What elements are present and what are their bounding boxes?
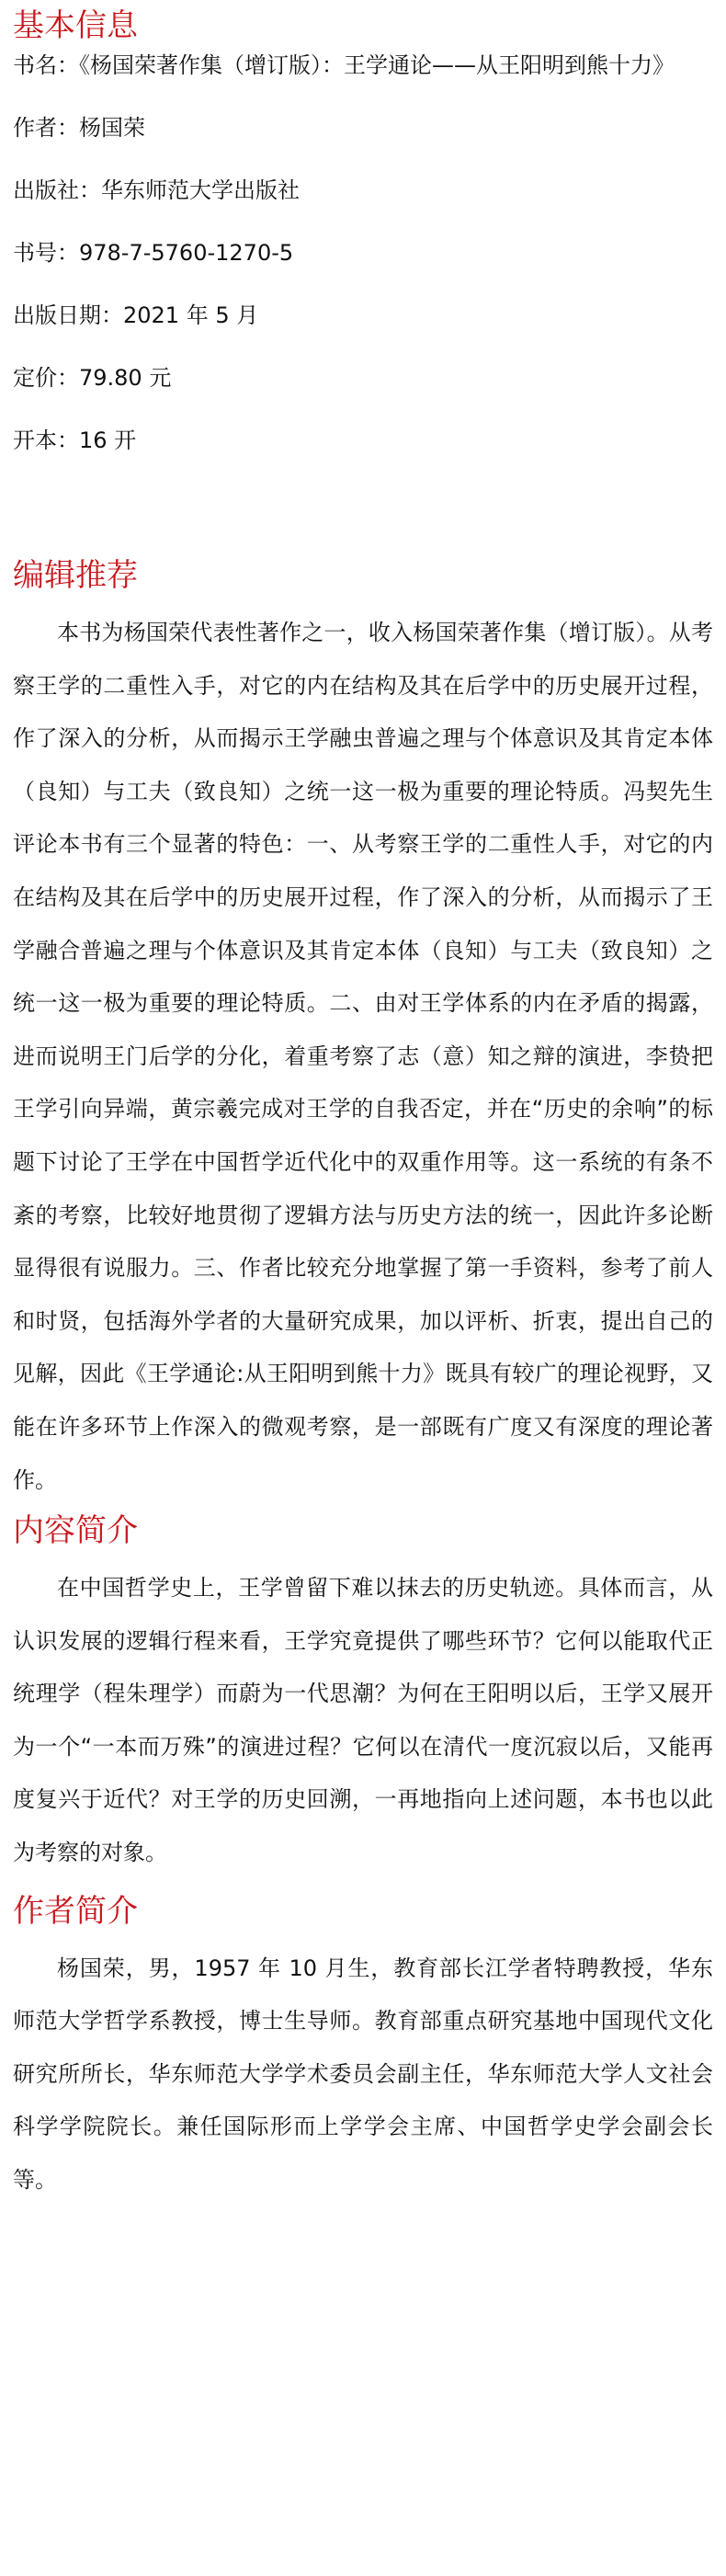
author-intro-heading: 作者简介 [13, 1892, 138, 1930]
editor-recommendation-text: 本书为杨国荣代表性著作之一，收入杨国荣著作集（增订版）。从考察王学的二重性入手，对它的内在结构及其在后学中的历史展开过程，作了深入的分析，从而揭示王学融虫普遍之理与个体意识及其肯定本体（良知）与工夫（致良知）之统一这一极为重要的理论特质。冯契先生评论本书有三个显著的特色：一、从考察王学的二重性人手，对它的内在结构及其在后学中的历史展开过程，作了深入的分析，从而揭示了王学融合普遍之理与个体意识及其肯定本体（良知）与工夫（致良知）之统一这一极为重要的理论特质。二、由对王学体系的内在矛盾的揭露，进而说明王门后学的分化，着重考察了志（意）知之辩的演进，李贽把王学引向异端，黄宗羲完成对王学的自我否定，并在“历史的余响”的标题下讨论了王学在中国哲学近代化中的双重作用等。这一系统的有条不紊的考察，比较好地贯彻了逻辑方法与历史方法的统一，因此许多论断显得很有说服力。三、作者比较充分地掌握了第一手资料，参考了前人和时贤，包括海外学者的大量研究成果，加以评析、折衷，提出自己的见解，因此《王学通论:从王阳明到熊十力》既具有较广的理论视野，又能在许多环节上作深入的微观考察，是一部既有广度又有深度的理论著作。 [13, 620, 713, 1493]
info-title: 书名：《杨国荣著作集（增订版）：王学通论——从王阳明到熊十力》 [13, 52, 675, 78]
basic-info-list [13, 51, 713, 454]
info-publisher: 出版社：华东师范大学出版社 [13, 177, 300, 203]
content-intro-heading: 内容简介 [13, 1512, 138, 1550]
basic-info-section [13, 0, 713, 454]
editor-recommendation-heading: 编辑推荐 [13, 557, 138, 594]
info-author: 作者：杨国荣 [13, 115, 145, 141]
editor-recommendation-section [13, 555, 713, 1507]
author-intro-text: 杨国荣，男，1957 年 10 月生，教育部长江学者特聘教授，华东师范大学哲学系教授，博士生导师。教育部重点研究基地中国现代文化研究所所长，华东师范大学学术委员会副主任，华东师范大学人文社会科学学院院长。兼任国际形而上学学会主席、中国哲学史学会副会长等。 [13, 1955, 713, 2194]
content-intro-section [13, 1510, 713, 1880]
info-isbn: 书号：978-7-5760-1270-5 [13, 240, 294, 266]
info-publish-date: 出版日期：2021 年 5 月 [13, 302, 259, 328]
basic-info-heading: 基本信息 [13, 7, 138, 44]
info-format: 开本：16 开 [13, 427, 137, 453]
info-price: 定价：79.80 元 [13, 365, 172, 391]
author-intro-section [13, 1891, 713, 2207]
content-intro-text: 在中国哲学史上，王学曾留下难以抹去的历史轨迹。具体而言，从认识发展的逻辑行程来看，王学究竟提供了哪些环节？它何以能取代正统理学（程朱理学）而蔚为一代思潮？为何在王阳明以后，王学又展开为一个“一本而万殊”的演进过程？它何以在清代一度沉寂以后，又能再度复兴于近代？对王学的历史回溯，一再地指向上述问题，本书也以此为考察的对象。 [13, 1575, 713, 1866]
